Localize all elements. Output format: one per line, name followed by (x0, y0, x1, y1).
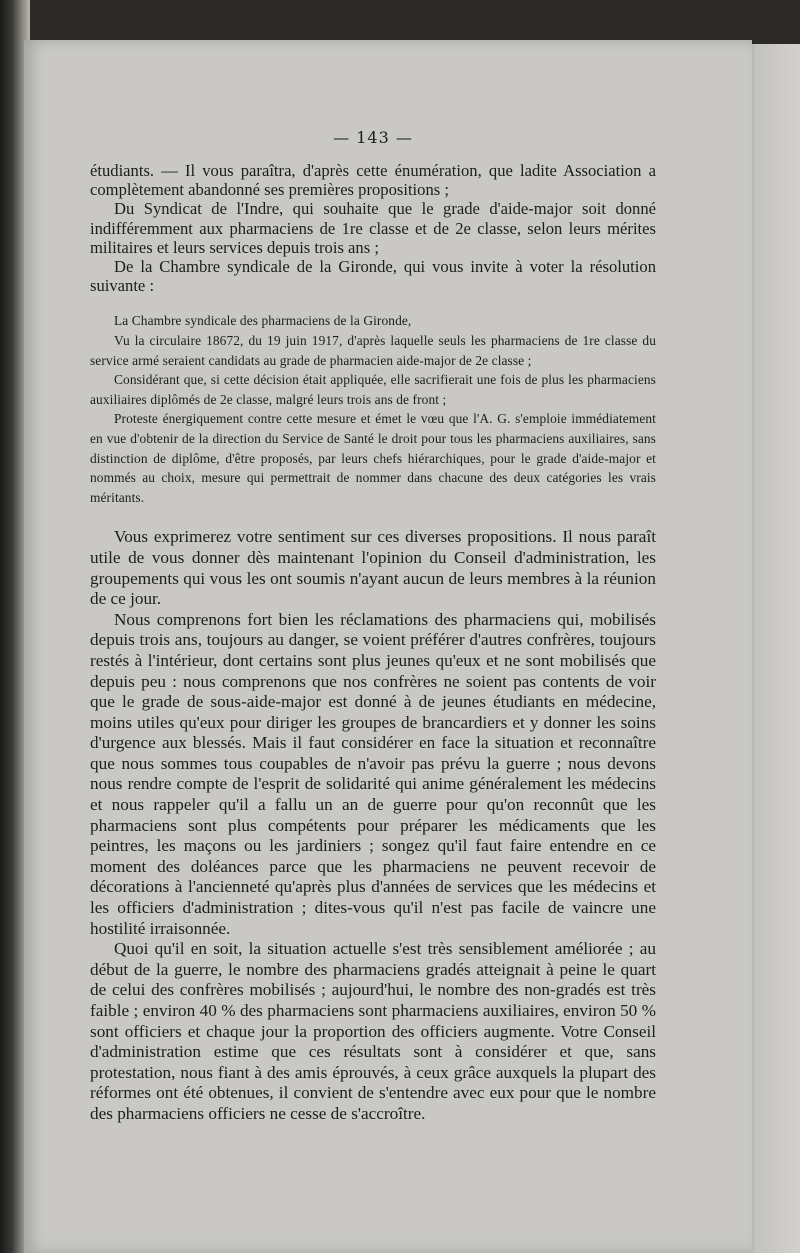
main-body (90, 527, 656, 1124)
resolution-line-2: Vu la circulaire 18672, du 19 juin 1917, d'après laquelle seuls les pharmaciens de 1re classe du service armé seraient candidats au grade de pharmacien aide-major de 2e classe ; (90, 333, 656, 368)
resolution-block (90, 311, 656, 507)
page-number: — 143 — (333, 128, 413, 147)
intro-paragraph-2: Du Syndicat de l'Indre, qui souhaite que le grade d'aide-major soit donné indifféremment aux pharmaciens de 1re classe et de 2e classe, selon leurs mérites militaires et leurs services depuis trois ans ; (90, 199, 656, 257)
body-paragraph-2: Nous comprenons fort bien les réclamations des pharmaciens qui, mobilisés depuis trois ans, toujours au danger, se voient préférer d'autres confrères, toujours restés à l'intérieur, dont certains sont plus jeunes qu'eux et ne sont mobilisés que depuis peu : nous comprenons que nos confrères ne soient pas contents de voir que le grade de sous-aide-major est donné à de jeunes étudiants en médecine, moins utiles qu'eux pour diriger les groupes de brancardiers et y donner les soins d'urgence aux blessés. Mais il faut considérer en face la situation et reconnaître que nous sommes tous coupables de n'avoir pas prévu la guerre ; nous devons nous rendre compte de l'esprit de solidarité qui anime généralement les médecins et nous rappeler qu'il a fallu un an de guerre pour qu'on reconnût que les pharmaciens sont plus compétents pour préparer les médicaments que les peintres, les maçons ou les jardiniers ; songez qu'il faut faire entendre en ce moment des doléances parce que les pharmaciens ne peuvent recevoir de décorations à l'ancienneté qu'après plus d'années de services que les médecins et les officiers d'administration ; dites-vous qu'il n'est pas facile de vaincre une hostilité irraisonnée. (90, 609, 656, 938)
resolution-line-1: La Chambre syndicale des pharmaciens de la Gironde, (114, 313, 412, 329)
intro-paragraph-3: De la Chambre syndicale de la Gironde, qui vous invite à voter la résolution suivante : (90, 257, 656, 296)
body-paragraph-1: Vous exprimerez votre sentiment sur ces diverses propositions. Il nous paraît utile de vous donner dès maintenant l'opinion du Conseil d'administration, les groupements qui vous les ont soumis n'ayant aucun de leurs membres à la réunion de ce jour. (90, 527, 656, 609)
page-stack-edge (748, 44, 800, 1253)
resolution-line-3: Considérant que, si cette décision était appliquée, elle sacrifierait une fois de plus les pharmaciens auxiliaires diplômés de 2e classe, malgré leurs trois ans de front ; (90, 372, 656, 407)
intro-paragraph-1: étudiants. — Il vous paraîtra, d'après cette énumération, que ladite Association a complètement abandonné ses premières propositions ; (90, 161, 656, 200)
page-content (90, 128, 656, 1125)
body-paragraph-3: Quoi qu'il en soit, la situation actuelle s'est très sensiblement améliorée ; au début de la guerre, le nombre des pharmaciens gradés atteignait à peine le quart de celui des confrères mobilisés ; aujourd'hui, le nombre des non-gradés est très faible ; environ 40 % des pharmaciens sont pharmaciens auxiliaires, environ 50 % sont officiers et chaque jour la proportion des officiers augmente. Votre Conseil d'administration estime que ces résultats sont à considérer et que, sans protestation, nous fiant à des amis éprouvés, à ceux grâce auxquels la plupart des réformes ont été obtenues, il convient de s'entendre avec eux pour que le nombre des pharmaciens officiers ne cesse de s'accroître. (90, 939, 656, 1123)
resolution-line-4: Proteste énergiquement contre cette mesure et émet le vœu que l'A. G. s'emploie immédiatement en vue d'obtenir de la direction du Service de Santé le droit pour tous les pharmaciens auxiliaires, sans distinction de diplôme, d'être proposés, par leurs chefs hiérarchiques, pour le grade d'aide-major et nommés au choix, mesure qui permettrait de nommer dans chacune des deux catégories les vrais méritants. (90, 411, 656, 505)
